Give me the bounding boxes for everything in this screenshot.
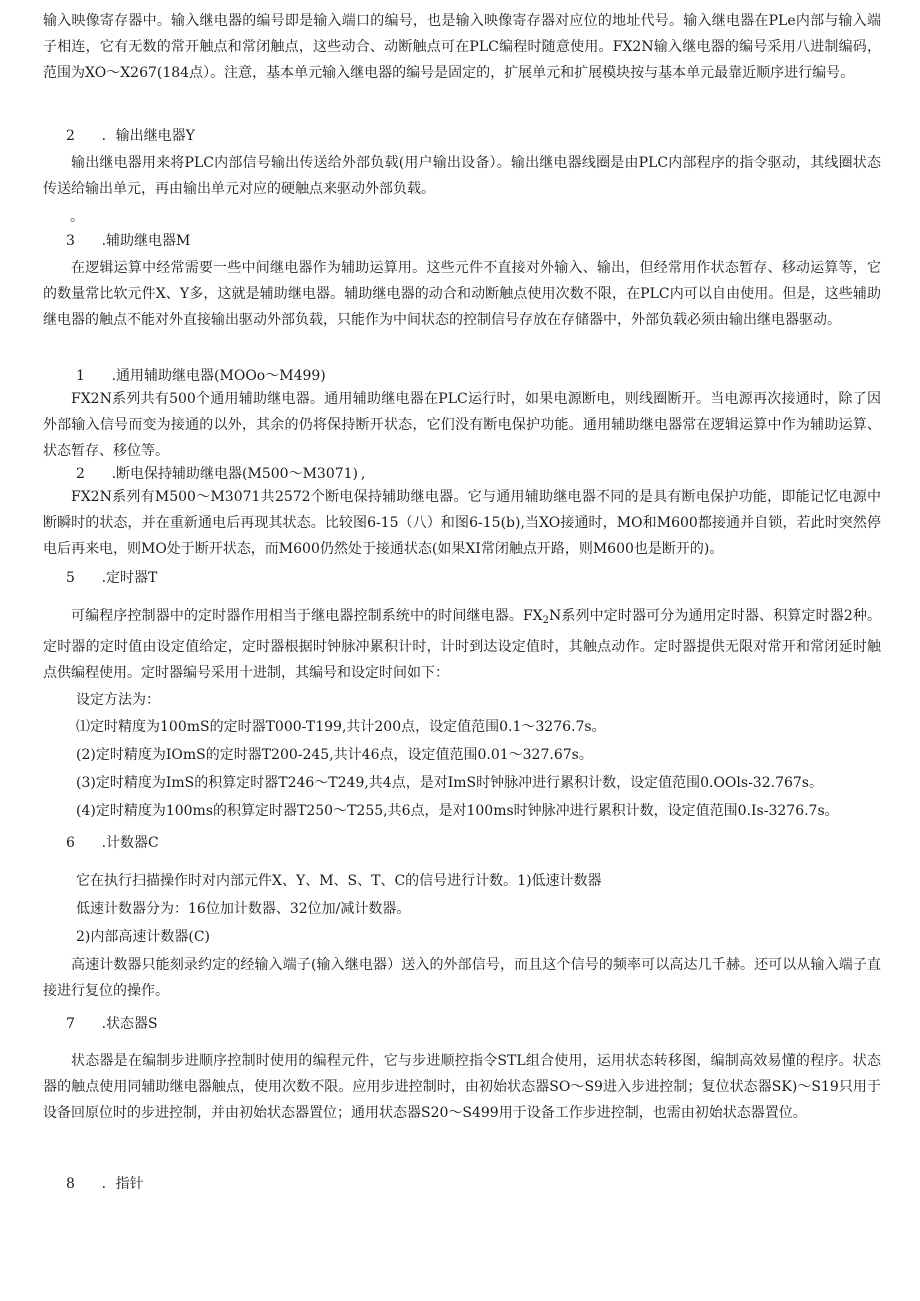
paragraph-retentive-aux-relay: FX2N系列有M500～M3071共2572个断电保持辅助继电器。它与通用辅助继电器不同的是具有断电保护功能，即能记忆电源中断瞬时的状态，并在重新通电后再现其状态。比较图6-15（八）和图6-15(b),当XO接通时，MO和M600都接通并自锁，若此时突然停电后再来电，则MO处于断开状态，而M600仍然处于接通状态(如果XI常闭触点开路，则M600也是断开的)。 <box>43 489 881 557</box>
heading-timer: 5 .定时器T <box>66 570 158 586</box>
set-method-label: 设定方法为： <box>76 692 160 708</box>
counter-line-1: 它在执行扫描操作时对内部元件X、Y、M、S、T、C的信号进行计数。1)低速计数器 <box>76 873 602 889</box>
heading-pointer: 8 ．指针 <box>66 1176 144 1192</box>
timer-text-start: 可编程序控制器中的定时器作用相当于继电器控制系统中的时间继电器。FX <box>71 608 543 624</box>
timer-item-3: (3)定时精度为ImS的积算定时器T246～T249,共4点，是对ImS时钟脉冲进行累积计数，设定值范围0.OOls-32.767s。 <box>76 775 823 791</box>
paragraph-output-relay: 输出继电器用来将PLC内部信号输出传送给外部负载(用户输出设备）。输出继电器线圈是由PLC内部程序的指令驱动，其线圈状态传送给输出单元，再由输出单元对应的硬触点来驱动外部负载。 <box>43 155 881 197</box>
counter-line-3: 2)内部高速计数器(C) <box>76 929 211 945</box>
timer-item-4: (4)定时精度为100ms的积算定时器T250～T255,共6点，是对100ms时钟脉冲进行累积计数，设定值范围0.Is-3276.7s。 <box>76 803 839 819</box>
timer-subscript: 2 <box>542 615 549 626</box>
stray-punctuation: 。 <box>70 209 84 225</box>
paragraph-timer <box>43 603 881 686</box>
heading-retentive-aux-relay: 2 .断电保持辅助继电器(M500～M3071) , <box>76 466 366 482</box>
timer-text-end: N系列中定时器可分为通用定时器、积算定时器2种。定时器的定时值由设定值给定，定时器根据时钟脉冲累积计时，计时到达设定值时，其触点动作。定时器提供无限对常开和常闭延时触点供编程使用。定时器编号采用十进制，其编号和设定时间如下： <box>43 608 881 681</box>
paragraph-auxiliary-relay: 在逻辑运算中经常需要一些中间继电器作为辅助运算用。这些元件不直接对外输入、输出，但经常用作状态暂存、移动运算等，它的数量常比软元件X、Y多，这就是辅助继电器。辅助继电器的动合和动断触点使用次数不限，在PLC内可以自由使用。但是，这些辅助继电器的触点不能对外直接输出驱动外部负载，只能作为中间状态的控制信号存放在存储器中，外部负载必须由输出继电器驱动。 <box>43 260 881 328</box>
paragraph-state-relay: 状态器是在编制步进顺序控制时使用的编程元件，它与步进顺控指令STL组合使用，运用状态转移图，编制高效易懂的程序。状态器的触点使用同辅助继电器触点，使用次数不限。应用步进控制时，由初始状态器SO～S9进入步进控制；复位状态器SK)～S19只用于设备回原位时的步进控制，并由初始状态器置位；通用状态器S20～S499用于设备工作步进控制，也需由初始状态器置位。 <box>43 1053 881 1121</box>
heading-general-aux-relay: 1 .通用辅助继电器(MOOo～M499) <box>76 368 326 384</box>
timer-item-2: (2)定时精度为IOmS的定时器T200-245,共计46点，设定值范围0.01～327.67s。 <box>76 747 593 763</box>
paragraph-general-aux-relay: FX2N系列共有500个通用辅助继电器。通用辅助继电器在PLC运行时，如果电源断电，则线圈断开。当电源再次接通时，除了因外部输入信号而变为接通的以外，其余的仍将保持断开状态，它们没有断电保护功能。通用辅助继电器常在逻辑运算中作为辅助运算、状态暂存、移位等。 <box>43 391 881 459</box>
paragraph-input-relay: 输入映像寄存器中。输入继电器的编号即是输入端口的编号，也是输入映像寄存器对应位的地址代号。输入继电器在PLe内部与输入端子相连，它有无数的常开触点和常闭触点，这些动合、动断触点可在PLC编程时随意使用。FX2N输入继电器的编号采用八进制编码，范围为XO～X267(184点）。注意，基本单元输入继电器的编号是固定的，扩展单元和扩展模块按与基本单元最靠近顺序进行编号。 <box>43 13 881 81</box>
counter-line-2: 低速计数器分为：16位加计数器、32位加/减计数器。 <box>76 901 411 917</box>
heading-auxiliary-relay: 3 .辅助继电器M <box>66 233 191 249</box>
heading-state-relay: 7 .状态器S <box>66 1016 158 1032</box>
heading-counter: 6 .计数器C <box>66 835 159 851</box>
paragraph-high-speed-counter: 高速计数器只能刻录约定的经输入端子(输入继电器）送入的外部信号，而且这个信号的频率可以高达几千赫。还可以从输入端子直接进行复位的操作。 <box>43 957 881 999</box>
heading-output-relay: 2 ．输出继电器Y <box>66 128 195 144</box>
timer-item-1: ⑴定时精度为100mS的定时器T000-T199,共计200点，设定值范围0.1～3276.7s。 <box>76 719 606 735</box>
